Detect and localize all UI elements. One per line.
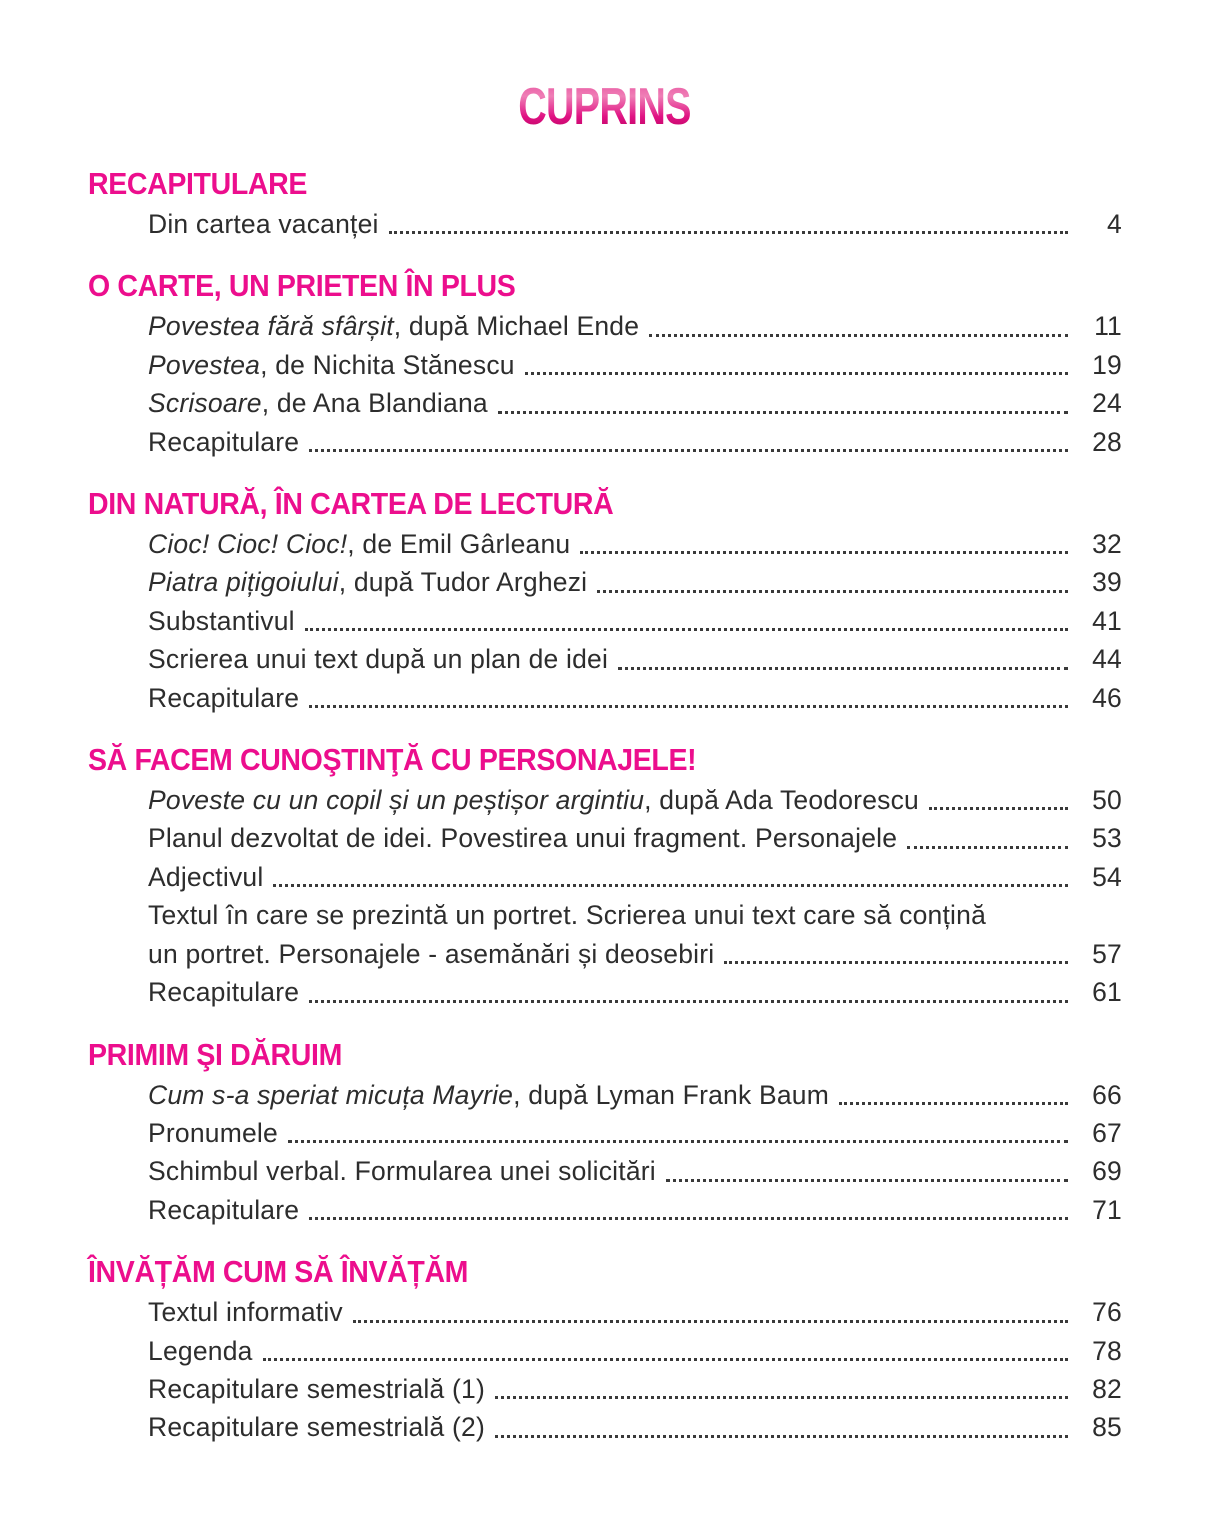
- toc-entry: [148, 679, 1122, 717]
- entry-title: Recapitulare: [148, 682, 300, 713]
- toc-entry: [148, 384, 1122, 422]
- dot-leader: [273, 895, 1068, 896]
- entry-page-number: 54: [1092, 861, 1122, 892]
- entry-title: Din cartea vacanței: [148, 209, 379, 239]
- entry-page-number: 46: [1092, 682, 1122, 713]
- entry-page-number: 39: [1092, 567, 1122, 598]
- dot-leader: [649, 345, 1068, 346]
- toc-entry: [148, 1408, 1122, 1446]
- entry-page-number: 66: [1092, 1079, 1122, 1110]
- dot-leader: [666, 1190, 1068, 1191]
- section-title: O CARTE, UN PRIETEN ÎN PLUS: [88, 268, 516, 304]
- entry-page-number: 78: [1092, 1335, 1122, 1366]
- toc-entry: [148, 1114, 1122, 1152]
- dot-leader: [288, 1151, 1068, 1152]
- toc-entry-wrapped-line-1: [148, 896, 1122, 934]
- toc-section-recapitulare: [88, 166, 1122, 243]
- entry-page-number: 41: [1092, 605, 1122, 636]
- entry-page-number: 53: [1092, 823, 1122, 854]
- dot-leader: [724, 972, 1068, 973]
- section-title: ÎNVĂȚĂM CUM SĂ ÎNVĂȚĂM: [88, 1254, 469, 1290]
- entry-page-number: 32: [1092, 529, 1122, 560]
- dot-leader: [525, 383, 1068, 384]
- toc-entry: [148, 205, 1122, 243]
- toc-section-primim-si-daruim: [88, 1037, 1122, 1230]
- entry-title: Substantivul: [148, 605, 295, 636]
- entry-page-number: 69: [1092, 1156, 1122, 1187]
- dot-leader: [597, 601, 1068, 602]
- entry-title: Poveste cu un copil și un peștișor argintiu, după Ada Teodorescu: [148, 785, 919, 816]
- entry-page-number: 71: [1092, 1194, 1122, 1225]
- entry-page-number: 44: [1092, 644, 1122, 675]
- entry-title: Recapitulare: [148, 1194, 300, 1225]
- toc-entry: [148, 307, 1122, 345]
- entry-title: Povestea fără sfârșit, după Michael Ende: [148, 311, 640, 342]
- entry-page-number: 19: [1092, 349, 1122, 380]
- entry-page-number: 4: [1107, 209, 1122, 239]
- toc-entry: [148, 858, 1122, 896]
- entry-page-number: 76: [1092, 1297, 1122, 1328]
- section-title: RECAPITULARE: [88, 166, 308, 201]
- entry-title: Planul dezvoltat de idei. Povestirea unui fragment. Personajele: [148, 823, 898, 854]
- entry-title: Recapitulare: [148, 977, 300, 1008]
- dot-leader: [580, 562, 1068, 563]
- toc-entry: [148, 1370, 1122, 1408]
- section-entries: [148, 205, 1122, 243]
- entry-title: un portret. Personajele - asemănări și deosebiri: [148, 938, 715, 969]
- toc-entry: [148, 1293, 1122, 1331]
- dot-leader: [305, 639, 1068, 640]
- entry-page-number: 67: [1092, 1117, 1122, 1148]
- entry-page-number: 50: [1092, 785, 1122, 816]
- entry-page-number: 11: [1094, 311, 1122, 342]
- dot-leader: [309, 1228, 1068, 1229]
- toc-entry: [148, 602, 1122, 640]
- dot-leader: [263, 1369, 1068, 1370]
- page-title-wrap: [88, 80, 1122, 134]
- entry-page-number: 85: [1092, 1412, 1122, 1443]
- toc-section-personajele: [88, 742, 1122, 1011]
- dot-leader: [495, 1446, 1068, 1447]
- entry-title: Pronumele: [148, 1117, 278, 1148]
- toc-entry: [148, 423, 1122, 461]
- dot-leader: [498, 422, 1068, 423]
- toc-entry-wrapped-line-2: [148, 935, 1122, 973]
- dot-leader: [309, 716, 1068, 717]
- entry-page-number: 24: [1092, 388, 1122, 419]
- entry-title: Recapitulare: [148, 426, 300, 457]
- dot-leader: [309, 1011, 1068, 1012]
- dot-leader: [353, 1331, 1068, 1332]
- section-title: DIN NATURĂ, ÎN CARTEA DE LECTURĂ: [88, 486, 614, 522]
- toc-entry: [148, 819, 1122, 857]
- entry-page-number: 82: [1092, 1373, 1122, 1404]
- section-entries: [148, 1076, 1122, 1230]
- entry-title: Scrisoare, de Ana Blandiana: [148, 388, 488, 419]
- entry-title: Piatra pițigoiului, după Tudor Arghezi: [148, 567, 588, 598]
- toc-entry: [148, 1332, 1122, 1370]
- entry-title: Textul informativ: [148, 1297, 343, 1328]
- dot-leader: [389, 242, 1068, 243]
- entry-title: Cioc! Cioc! Cioc!, de Emil Gârleanu: [148, 529, 571, 560]
- dot-leader: [309, 460, 1068, 461]
- section-entries: [148, 307, 1122, 461]
- toc-entry: [148, 781, 1122, 819]
- page-title: CUPRINS: [518, 78, 692, 136]
- toc-entry: [148, 525, 1122, 563]
- section-entries: [148, 1293, 1122, 1447]
- toc-entry: [148, 973, 1122, 1011]
- dot-leader: [495, 1407, 1068, 1408]
- toc-entry: [148, 1152, 1122, 1190]
- entry-page-number: 61: [1092, 977, 1122, 1008]
- section-title: PRIMIM ŞI DĂRUIM: [88, 1036, 342, 1072]
- toc-entry: [148, 1076, 1122, 1114]
- section-entries: [148, 781, 1122, 1011]
- toc-entry: [148, 640, 1122, 678]
- section-entries: [148, 525, 1122, 717]
- dot-leader: [907, 857, 1068, 858]
- toc-entry: [148, 563, 1122, 601]
- entry-title: Povestea, de Nichita Stănescu: [148, 349, 515, 380]
- toc-entry: [148, 346, 1122, 384]
- dot-leader: [618, 678, 1068, 679]
- entry-title: Textul în care se prezintă un portret. Scrierea unui text care să conțină: [148, 900, 987, 931]
- entry-title: Adjectivul: [148, 861, 264, 892]
- dot-leader: [839, 1113, 1068, 1114]
- entry-page-number: 57: [1092, 938, 1122, 969]
- entry-title: Cum s-a speriat micuța Mayrie, după Lyman Frank Baum: [148, 1079, 830, 1110]
- toc-section-invatam: [88, 1254, 1122, 1447]
- entry-title: Legenda: [148, 1335, 253, 1366]
- entry-page-number: 28: [1092, 426, 1122, 457]
- entry-title: Schimbul verbal. Formularea unei solicitări: [148, 1156, 656, 1187]
- dot-leader: [929, 818, 1068, 819]
- toc-section-o-carte: [88, 268, 1122, 461]
- entry-title: Scrierea unui text după un plan de idei: [148, 644, 609, 675]
- toc-section-din-natura: [88, 486, 1122, 717]
- entry-title: Recapitulare semestrială (2): [148, 1412, 485, 1443]
- toc-entry: [148, 1191, 1122, 1229]
- section-title: SĂ FACEM CUNOŞTINŢĂ CU PERSONAJELE!: [88, 742, 697, 778]
- entry-title: Recapitulare semestrială (1): [148, 1373, 485, 1404]
